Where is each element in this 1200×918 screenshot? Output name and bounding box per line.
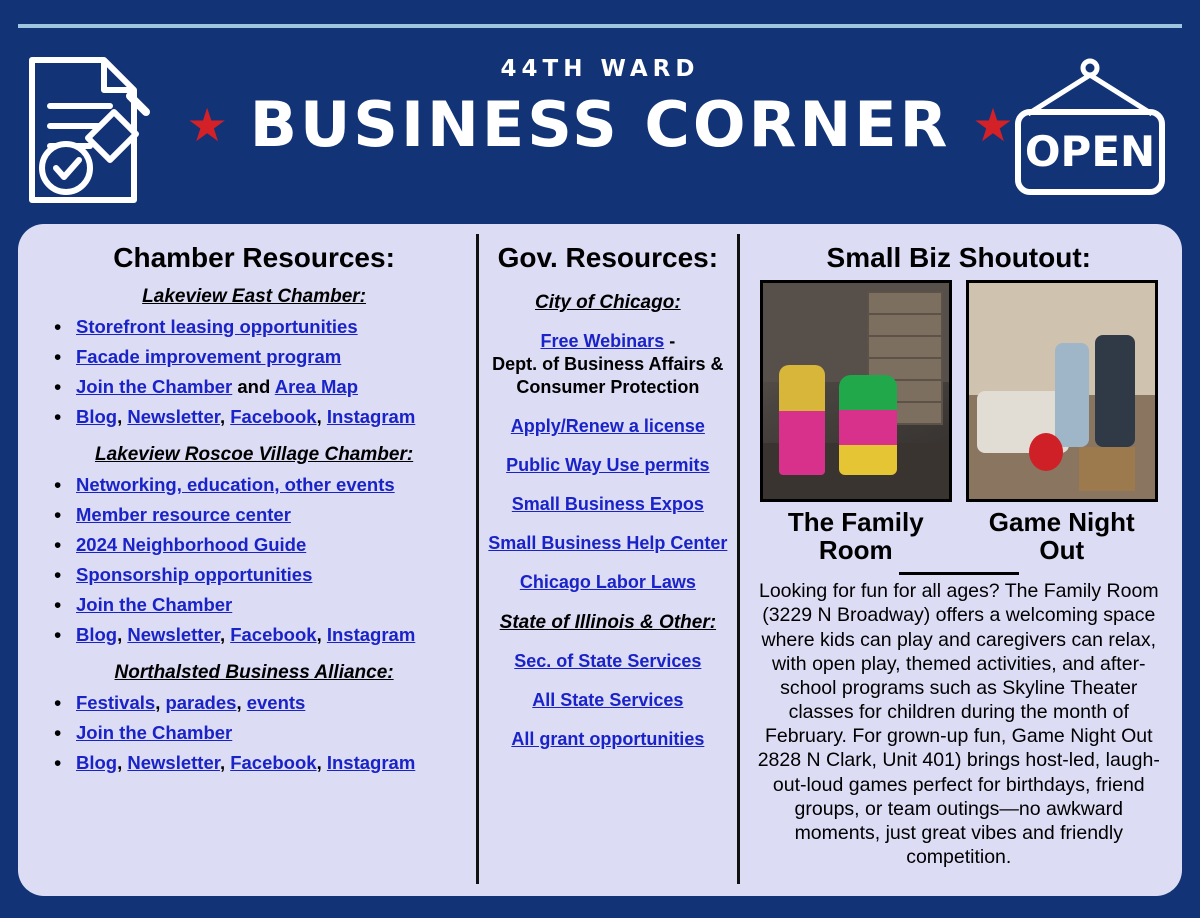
- chamber-list-northalsted: [36, 688, 472, 778]
- link-instagram-le[interactable]: Instagram: [326, 405, 416, 427]
- gov-item-free-webinars-detail: Dept. of Business Affairs & Consumer Protection: [492, 354, 724, 398]
- photo-crate: [1079, 447, 1135, 491]
- shoutout-heading: Small Biz Shoutout:: [826, 242, 1091, 273]
- conjunction-and: and: [232, 375, 275, 397]
- link-instagram-nba[interactable]: Instagram: [326, 751, 416, 773]
- gov-item-small-business-help-center: [483, 532, 732, 555]
- chamber-list-roscoe-village: [36, 470, 472, 650]
- photo-balloon: [1029, 433, 1063, 471]
- gov-item-small-business-expos: [483, 493, 732, 516]
- link-all-state-services[interactable]: All State Services: [532, 690, 684, 711]
- list-item: [50, 748, 472, 778]
- link-small-business-help-center[interactable]: Small Business Help Center: [488, 533, 728, 554]
- separator: ,: [117, 751, 128, 773]
- link-blog-nba[interactable]: Blog: [76, 751, 118, 773]
- photo-person-two: [1095, 335, 1135, 447]
- list-item: [50, 312, 472, 342]
- chamber-list-lakeview-east: [36, 312, 472, 432]
- star-left-icon: ★: [186, 98, 228, 151]
- separator: ,: [219, 405, 231, 427]
- chamber-group-title-lakeview-east: Lakeview East Chamber:: [142, 286, 367, 307]
- title-row: [186, 88, 1014, 161]
- link-join-chamber-lrv[interactable]: Join the Chamber: [76, 593, 233, 615]
- document-stamp-icon: [18, 50, 158, 210]
- link-area-map[interactable]: Area Map: [274, 375, 359, 397]
- list-item: [50, 402, 472, 432]
- gov-item-free-webinars: [483, 330, 732, 399]
- link-blog-le[interactable]: Blog: [76, 405, 118, 427]
- shoutout-divider: [899, 572, 1019, 575]
- link-neighborhood-guide[interactable]: 2024 Neighborhood Guide: [76, 533, 307, 555]
- list-item: [50, 560, 472, 590]
- link-join-chamber-nba[interactable]: Join the Chamber: [76, 721, 233, 743]
- suffix-dash: -: [664, 331, 676, 351]
- link-public-way-use-permits[interactable]: Public Way Use permits: [506, 455, 710, 476]
- gov-item-apply-renew-license: [483, 415, 732, 438]
- shoutout-business-names: [750, 508, 1168, 564]
- link-all-grant-opportunities[interactable]: All grant opportunities: [511, 729, 705, 750]
- photo-the-family-room: [760, 280, 952, 502]
- business-name-game-night-out: Game Night Out: [988, 507, 1135, 566]
- gov-subheading-city: City of Chicago:: [535, 292, 681, 313]
- separator: ,: [219, 623, 231, 645]
- link-facebook-lrv[interactable]: Facebook: [230, 623, 317, 645]
- link-newsletter-nba[interactable]: Newsletter: [127, 751, 220, 773]
- gov-item-public-way-permits: [483, 454, 732, 477]
- gov-item-sec-of-state-services: [483, 650, 732, 673]
- separator: ,: [316, 751, 327, 773]
- link-storefront-leasing[interactable]: Storefront leasing opportunities: [76, 316, 358, 337]
- top-divider-rule: [18, 24, 1182, 28]
- list-item: [50, 500, 472, 530]
- link-events[interactable]: events: [246, 691, 306, 713]
- link-small-business-expos[interactable]: Small Business Expos: [511, 494, 704, 515]
- link-facebook-le[interactable]: Facebook: [230, 405, 317, 427]
- business-name-family-room: The Family Room: [787, 507, 924, 566]
- photo-game-night-out: [966, 280, 1158, 502]
- chamber-group-title-northalsted: Northalsted Business Alliance:: [114, 661, 394, 683]
- ward-label: 44TH WARD: [500, 56, 700, 82]
- link-apply-renew-license[interactable]: Apply/Renew a license: [510, 416, 705, 437]
- list-item: [50, 718, 472, 748]
- header-text-block: [186, 56, 1014, 161]
- gov-item-chicago-labor-laws: [483, 571, 732, 594]
- link-networking-education-events[interactable]: Networking, education, other events: [76, 473, 395, 495]
- separator: ,: [236, 691, 247, 713]
- page-title: BUSINESS CORNER: [249, 88, 951, 161]
- link-free-webinars[interactable]: Free Webinars: [540, 331, 665, 351]
- list-item: [50, 590, 472, 620]
- photo-child-one: [779, 365, 825, 475]
- link-join-chamber-le[interactable]: Join the Chamber: [76, 375, 233, 397]
- gov-item-all-state-services: [483, 689, 732, 712]
- flyer-header: [0, 34, 1200, 214]
- separator: ,: [117, 623, 128, 645]
- gov-resources-column: [476, 234, 739, 884]
- link-sponsorship-opportunities[interactable]: Sponsorship opportunities: [76, 563, 313, 585]
- separator: ,: [219, 751, 231, 773]
- gov-heading: Gov. Resources:: [497, 242, 719, 273]
- shoutout-blurb: Looking for fun for all ages? The Family Room (3229 N Broadway) offers a welcoming space where kids can play and caregivers can relax, with open play, themed activities, and after-school programs such as Skyline Theater classes for children during the month of February. For grown-up fun, Game Night Out 2828 N Clark, Unit 401) brings host-led, laugh-out-loud games perfect for birthdays, friend groups, or team outings—no awkward moments, just great vibes and friendly competition.: [757, 580, 1160, 869]
- list-item: [50, 620, 472, 650]
- link-facebook-nba[interactable]: Facebook: [230, 751, 317, 773]
- gov-subheading-state: State of Illinois & Other:: [499, 612, 717, 634]
- link-parades[interactable]: parades: [165, 691, 237, 713]
- svg-text:OPEN: OPEN: [1024, 127, 1156, 176]
- list-item: [50, 372, 472, 402]
- link-blog-lrv[interactable]: Blog: [76, 623, 118, 645]
- separator: ,: [117, 405, 128, 427]
- open-sign-icon: [1000, 54, 1180, 214]
- photo-person-one: [1055, 343, 1089, 447]
- link-sec-of-state-services[interactable]: Sec. of State Services: [514, 651, 702, 672]
- link-instagram-lrv[interactable]: Instagram: [326, 623, 416, 645]
- list-item: [50, 530, 472, 560]
- chamber-group-title-roscoe-village: Lakeview Roscoe Village Chamber:: [94, 443, 414, 465]
- star-right-icon: ★: [972, 98, 1014, 151]
- link-chicago-labor-laws[interactable]: Chicago Labor Laws: [519, 572, 696, 593]
- separator: ,: [316, 623, 327, 645]
- list-item: [50, 688, 472, 718]
- content-card: [18, 224, 1182, 896]
- separator: ,: [155, 691, 166, 713]
- gov-item-all-grant-opportunities: [483, 728, 732, 751]
- small-biz-shoutout-column: [740, 234, 1168, 884]
- separator: ,: [316, 405, 327, 427]
- link-facade-improvement[interactable]: Facade improvement program: [76, 345, 342, 367]
- link-newsletter-le[interactable]: Newsletter: [127, 405, 220, 427]
- link-festivals[interactable]: Festivals: [76, 691, 156, 713]
- chamber-heading: Chamber Resources:: [113, 242, 395, 273]
- chamber-resources-column: [32, 234, 472, 884]
- link-member-resource-center[interactable]: Member resource center: [76, 503, 291, 525]
- link-newsletter-lrv[interactable]: Newsletter: [127, 623, 220, 645]
- list-item: [50, 470, 472, 500]
- photo-child-two: [839, 375, 897, 475]
- shoutout-photos: [750, 280, 1168, 502]
- list-item: [50, 342, 472, 372]
